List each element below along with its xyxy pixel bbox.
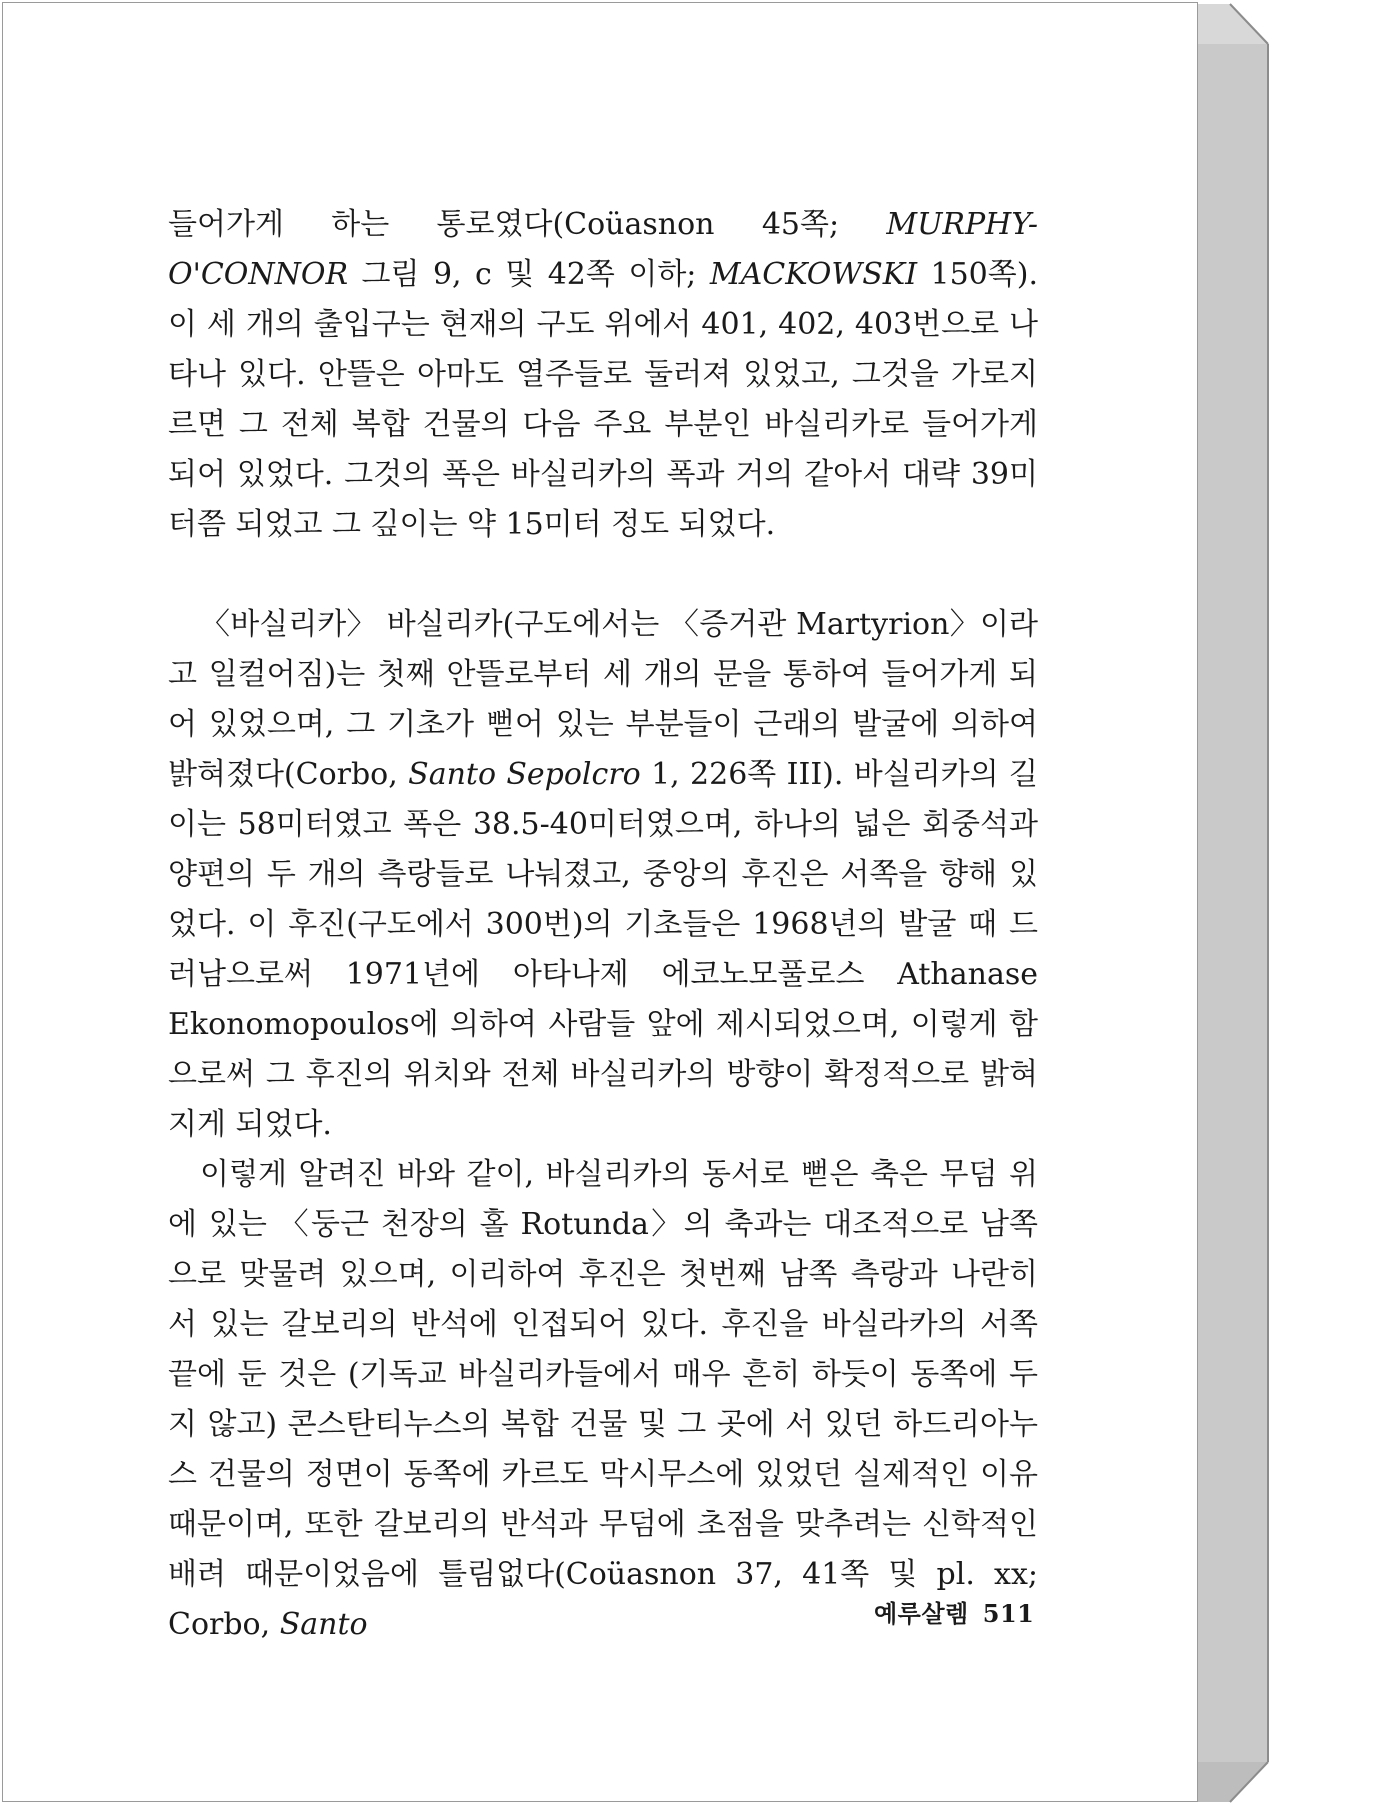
italic-run: Santo Sepolcro xyxy=(408,757,641,792)
paragraph xyxy=(168,200,1038,550)
italic-run: MURPHY-O'CONNOR xyxy=(168,207,1038,292)
text-run: 들어가게 하는 통로였다(Coüasnon 45쪽; xyxy=(168,207,887,242)
text-run: 〈바실리카〉 바실리카(구도에서는 〈증거관 Martyrion〉이라고 일컬어짐)는 첫째 안뜰로부터 세 개의 문을 통하여 들어가게 되어 있었으며, 그 기초가 뻗어 있는 부분들이 근래의 발굴에 의하여 밝혀졌다(Corbo, xyxy=(168,607,1038,792)
text-run: 그림 9, c 및 42쪽 이하; xyxy=(348,257,710,292)
italic-run: Santo xyxy=(279,1607,368,1642)
paragraph xyxy=(168,1150,1038,1650)
body-text xyxy=(168,200,1038,1650)
page-footer xyxy=(874,1594,1034,1629)
italic-run: MACKOWSKI xyxy=(709,257,918,292)
text-run: 이렇게 알려진 바와 같이, 바실리카의 동서로 뻗은 축은 무덤 위에 있는 〈둥근 천장의 홀 Rotunda〉의 축과는 대조적으로 남쪽으로 맞물려 있으며, 이리하여 후진은 첫번째 남쪽 측랑과 나란히 서 있는 갈보리의 반석에 인접되어 있다. 후진을 바실라카의 서쪽 끝에 둔 것은 (기독교 바실리카들에서 매우 흔히 하듯이 동쪽에 두지 않고) 콘스탄티누스의 복합 건물 및 그 곳에 서 있던 하드리아누스 건물의 정면이 동쪽에 카르도 막시무스에 있었던 실제적인 이유 때문이며, 또한 갈보리의 반석과 무덤에 초점을 맞추려는 신학적인 배려 때문이었음에 틀림없다(Coüasnon 37, 41쪽 및 pl. xx; Corbo, xyxy=(168,1157,1038,1642)
page-number: 511 xyxy=(982,1599,1035,1628)
text-run: 150쪽). 이 세 개의 출입구는 현재의 구도 위에서 401, 402, 403번으로 나타나 있다. 안뜰은 아마도 열주들로 둘러져 있었고, 그것을 가로지르면 그 전체 복합 건물의 다음 주요 부분인 바실리카로 들어가게 되어 있었다. 그것의 폭은 바실리카의 폭과 거의 같아서 대략 39미터쯤 되었고 그 깊이는 약 15미터 정도 되었다. xyxy=(168,257,1038,542)
paragraph xyxy=(168,600,1038,1150)
text-run: 1, 226쪽 III). 바실리카의 길이는 58미터였고 폭은 38.5-40미터였으며, 하나의 넓은 회중석과 양편의 두 개의 측랑들로 나눠졌고, 중앙의 후진은 서쪽을 향해 있었다. 이 후진(구도에서 300번)의 기초들은 1968년의 발굴 때 드러남으로써 1971년에 아타나제 에코노모풀로스 Athanase Ekonomopoulos에 의하여 사람들 앞에 제시되었으며, 이렇게 함으로써 그 후진의 위치와 전체 바실리카의 방향이 확정적으로 밝혀지게 되었다. xyxy=(168,757,1038,1142)
running-head: 예루살렘 xyxy=(874,1600,969,1628)
